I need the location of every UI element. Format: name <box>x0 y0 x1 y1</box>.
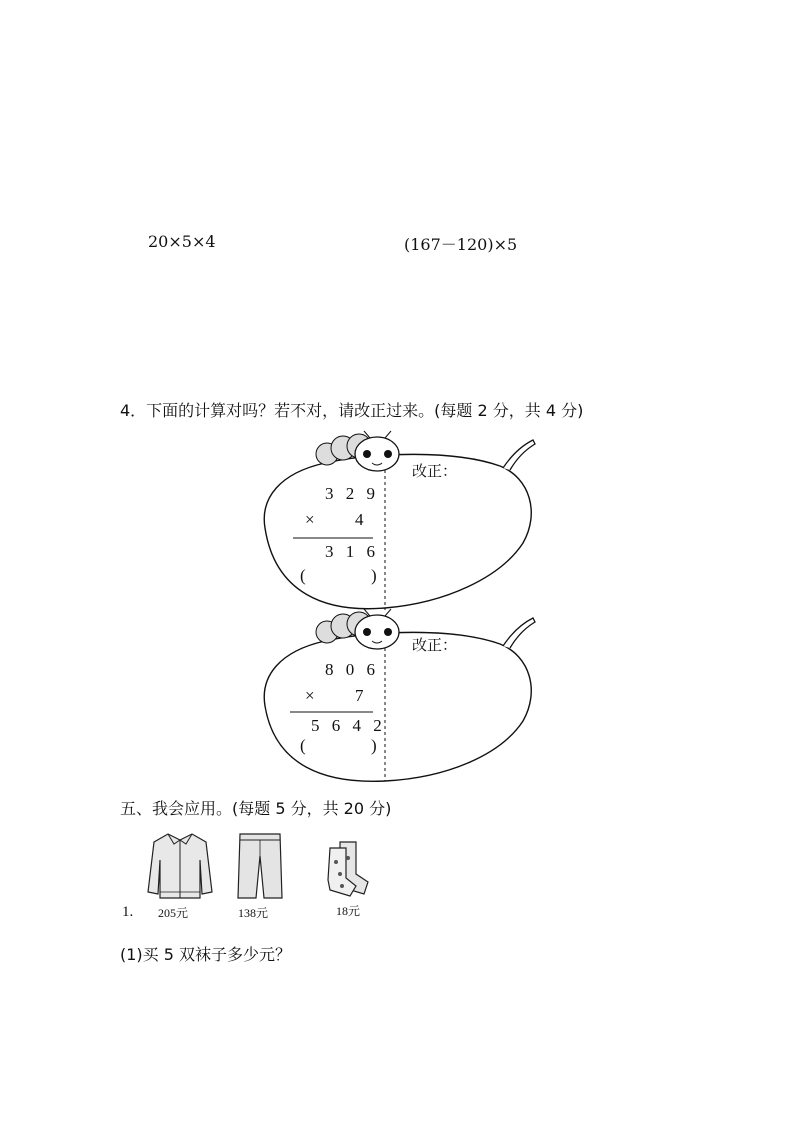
socks-item <box>320 838 376 920</box>
calc-op-1: × <box>305 510 319 529</box>
question-1-number: 1. <box>122 904 134 920</box>
expression-left: 20×5×4 <box>148 232 216 251</box>
socks-price: 18元 <box>336 904 361 918</box>
calc-op-2: × <box>305 686 319 705</box>
answer-paren-open-1: ( <box>300 566 310 585</box>
calc-top-1: 3 2 9 <box>325 484 379 503</box>
sub-question-1: (1)买 5 双袜子多少元？ <box>120 945 292 964</box>
jacket-item <box>146 830 214 920</box>
leaf-illustration <box>255 606 545 786</box>
leaf-problem-1 <box>255 428 545 618</box>
calc-mult-1: 4 <box>355 510 368 529</box>
leaf-illustration <box>255 428 545 618</box>
calc-top-2: 8 0 6 <box>325 660 379 679</box>
pants-icon <box>234 832 286 902</box>
jacket-price: 205元 <box>158 906 189 920</box>
leaf-problem-2 <box>255 606 545 786</box>
calc-mult-2: 7 <box>355 686 368 705</box>
fix-label-2: 改正： <box>412 636 458 654</box>
pants-item <box>234 832 286 920</box>
fix-label-1: 改正： <box>412 462 458 480</box>
jacket-icon <box>146 830 214 902</box>
calc-result-2: 5 6 4 2 <box>311 716 386 735</box>
pants-price: 138元 <box>238 906 269 920</box>
question-4-title: 4．下面的计算对吗？若不对，请改正过来。(每题 2 分，共 4 分) <box>120 401 584 420</box>
socks-icon <box>320 838 376 898</box>
answer-paren-close-2: ) <box>371 736 381 755</box>
answer-paren-close-1: ) <box>371 566 381 585</box>
answer-paren-open-2: ( <box>300 736 310 755</box>
expression-right: (167－120)×5 <box>404 235 518 254</box>
section-5-title: 五、我会应用。(每题 5 分，共 20 分) <box>120 799 392 818</box>
calc-result-1: 3 1 6 <box>325 542 379 561</box>
